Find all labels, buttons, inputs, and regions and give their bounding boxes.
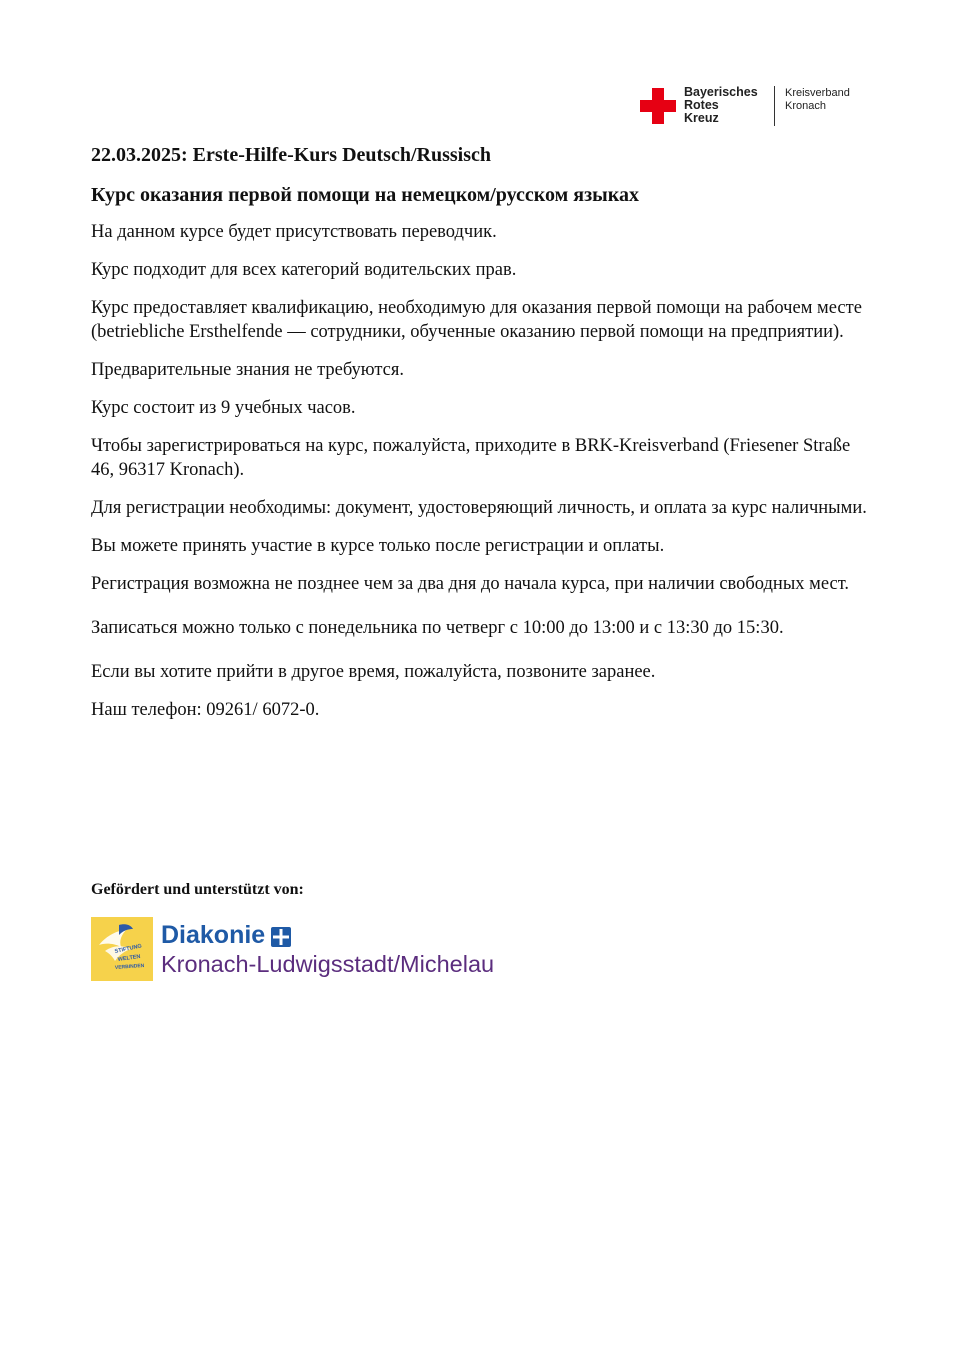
paragraph: Курс предоставляет квалификацию, необходимую для оказания первой помощи на рабочем месте (betriebliche Ersthelfende — сотрудники, обученные оказанию первой помощи на предприятии). — [91, 298, 862, 342]
brk-logo-subtext — [785, 87, 850, 113]
diakonie-wordmark — [161, 921, 494, 949]
stiftung-line: VERBINDEN — [114, 962, 145, 971]
paragraph: На данном курсе будет присутствовать переводчик. — [91, 222, 497, 242]
page-title: 22.03.2025: Erste-Hilfe-Kurs Deutsch/Russisch — [91, 144, 491, 166]
brk-sub-line: Kronach — [785, 100, 826, 112]
diakonie-location: Kronach-Ludwigsstadt/Michelau — [161, 951, 495, 977]
paragraph: Если вы хотите прийти в другое время, пожалуйста, позвоните заранее. — [91, 662, 656, 682]
document-body — [91, 143, 871, 736]
logo-divider — [774, 86, 775, 126]
brk-logo-text — [684, 86, 772, 125]
brk-logo — [640, 86, 870, 128]
paragraph: Регистрация возможна не позднее чем за два дня до начала курса, при наличии свободных мест. — [91, 574, 850, 594]
paragraph: Чтобы зарегистрироваться на курс, пожалуйста, приходите в BRK-Kreisverband (Friesener Straße 46, 96317 Kronach). — [91, 436, 851, 480]
diakonie-logo — [161, 921, 494, 978]
stiftung-logo — [91, 917, 153, 981]
paragraph: Вы можете принять участие в курсе только после регистрации и оплаты. — [91, 536, 665, 556]
paragraph: Предварительные знания не требуются. — [91, 360, 405, 380]
diakonie-name: Diakonie — [161, 921, 266, 949]
paragraph: Для регистрации необходимы: документ, удостоверяющий личность, и оплата за курс наличными. — [91, 498, 867, 518]
brk-logo-line: Rotes — [684, 98, 719, 112]
phone-paragraph: Наш телефон: 09261/ 6072-0. — [91, 700, 320, 720]
red-cross-icon — [640, 88, 676, 124]
stiftung-line: WELTEN — [117, 953, 141, 963]
brk-logo-line: Kreuz — [684, 111, 719, 125]
supported-by-label: Gefördert und unterstützt von: — [91, 881, 304, 898]
brk-logo-line: Bayerisches — [684, 85, 758, 99]
brk-sub-line: Kreisverband — [785, 87, 850, 99]
diakonie-cross-icon — [271, 925, 291, 945]
page-subtitle: Курс оказания первой помощи на немецком/русском языках — [91, 184, 639, 206]
paragraph: Записаться можно только с понедельника по четверг с 10:00 до 13:00 и с 13:30 до 15:30. — [91, 618, 784, 638]
paragraph: Курс состоит из 9 учебных часов. — [91, 398, 356, 418]
paragraph: Курс подходит для всех категорий водительских прав. — [91, 260, 517, 280]
stiftung-line: STIFTUNG — [114, 943, 143, 955]
sponsor-logos — [91, 917, 494, 981]
